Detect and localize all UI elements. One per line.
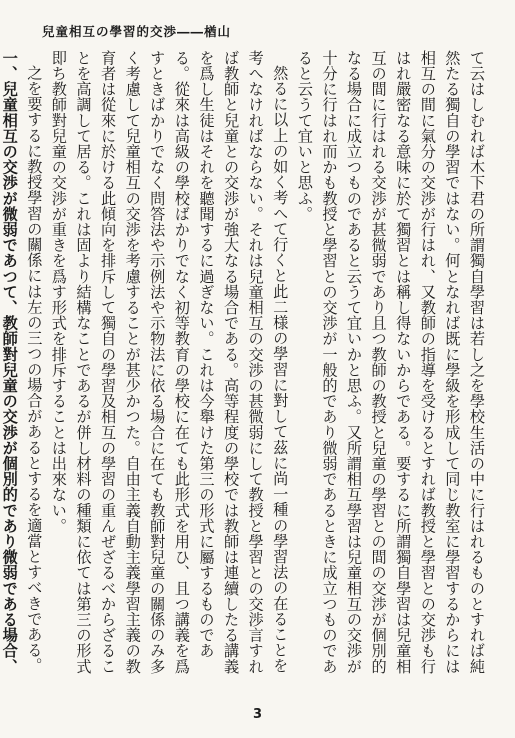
paragraph: 然るに以上の如く考へて行くと此二様の學習に對して茲に尚一種の學習法の在ることを考へなければならない。それは兒童相互の交渉の甚微弱にして教授と學習との交渉言すれば教師と兒童との交渉が強大なる場合である。高等程度の學校では教師は連續したる講義を爲し生徒はそれを聽聞するに過ぎない。これは今舉けた第三の形式に屬するものである。從來は高級の學校ばかりでなく初等教育の學校に在ても此形式を用ひ、且つ講義を爲すときばかりでなく問答法や示例法や示物法に依る場合に在ても教師對兒童の關係のみ多く考慮して兒童相互の交渉を考慮することが甚少かつた。自由主義自動主義學習主義の教育者は從來に於ける此傾向を排斥して獨自の學習及相互の學習の重んぜざるべからざることを高調して居る。これは固より結構なことであるが併し材料の種類に依ては第三の形式即ち教師對兒童の交渉が重きを爲す形式を排斥することは出來ない。	[49, 50, 290, 674]
numbered-heading-item: 一、兒童相互の交渉が微弱であつて、教師對兒童の交渉が個別的であり微弱である場合、	[0, 50, 19, 674]
paragraph-continued: て云はしむれば木下君の所謂獨自學習は若し之を學校生活の中に行はれるものとすれば純然たる獨自の學習ではない。何となれば既に學級を形成して同じ教室に學習するからには相互の間に氣分の交渉が行はれ、又教師の指導を受けるとすれば教授と學習との交渉も行はれ嚴密なる意味に於て獨習とは稱し得ないからである。要するに所謂獨自學習は兒童相互の間に行はれる交渉が甚微弱であり且つ教師の教授と兒童の學習との間の交渉が個別的なる場合に成立つものであると云うて宜いかと思ふ。又所謂相互學習は兒童相互の交渉が十分に行はれ而かも教授と學習との交渉が一般的であり微弱であるときに成立つものであると云うて宜いと思ふ。	[295, 50, 486, 674]
page-number: 3	[252, 707, 263, 722]
paragraph: 之を要するに教授學習の關係には左の三つの場合があるとするを適當とすべきである。	[25, 65, 44, 674]
vertical-body-text	[0, 50, 489, 678]
running-head	[42, 22, 497, 40]
running-head-title: 兒童相互の學習的交渉――楢山	[42, 24, 232, 39]
